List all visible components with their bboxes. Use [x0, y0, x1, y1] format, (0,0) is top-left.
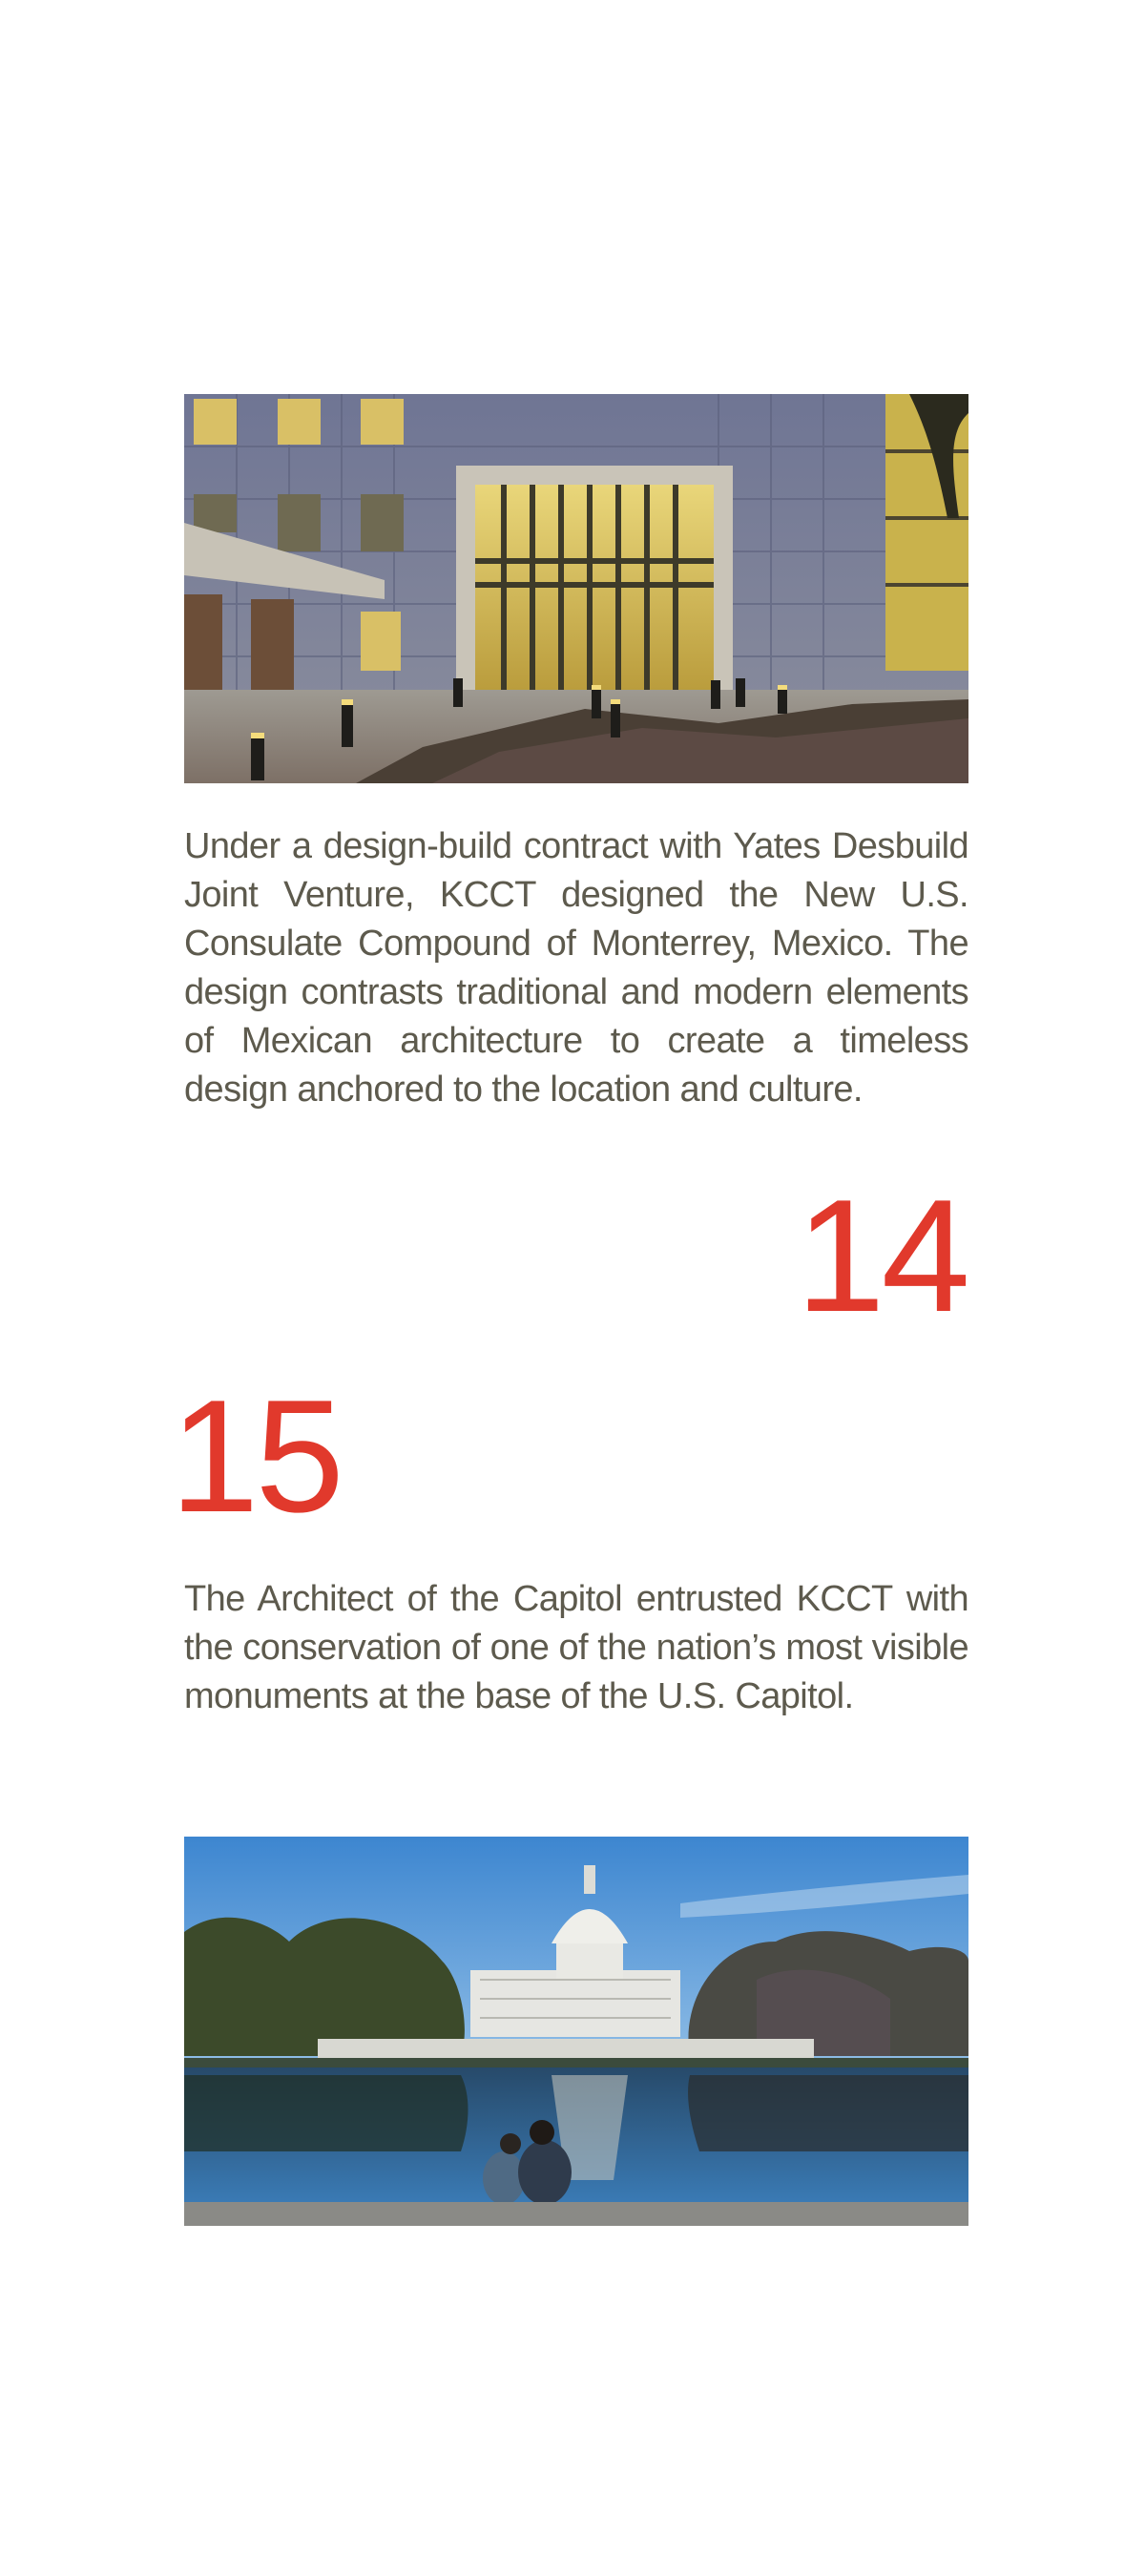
consulate-building-illustration — [184, 394, 968, 783]
capitol-illustration — [184, 1837, 968, 2226]
section-14-description: Under a design-build contract with Yates Desbuild Joint Venture, KCCT designed the New U.S. Consulate Compound of Monterrey, Mexico. The design contrasts traditional and modern elements of Mexican architecture to create a timeless design anchored to the location and culture. — [184, 826, 968, 1110]
page-number-15: 15 — [170, 1366, 341, 1546]
page-number-14: 14 — [796, 1166, 967, 1345]
consulate-building-photo — [184, 394, 968, 783]
capitol-reflecting-pool-photo — [184, 1837, 968, 2226]
section-15-description: The Architect of the Capitol entrusted KCCT with the conservation of one of the nation’s most visible monuments at the base of the U.S. Capitol. — [184, 1579, 968, 1716]
